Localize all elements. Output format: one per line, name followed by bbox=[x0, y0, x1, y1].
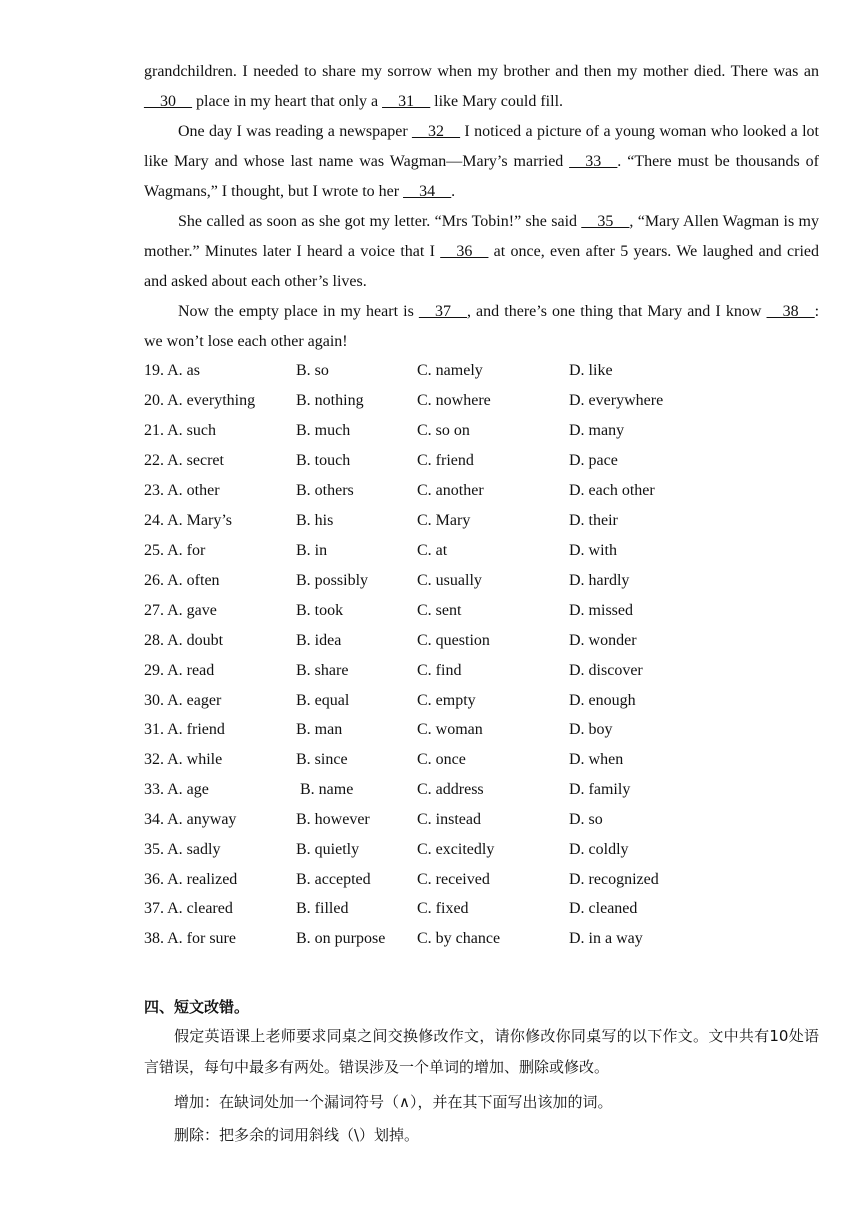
option-row-21 bbox=[144, 416, 824, 446]
option-a: 20. A. everything bbox=[144, 392, 256, 409]
passage-text: . bbox=[451, 183, 456, 200]
option-row-20 bbox=[144, 386, 824, 416]
option-a: 24. A. Mary’s bbox=[144, 512, 232, 529]
option-a: 37. A. cleared bbox=[144, 900, 233, 917]
option-c: C. so on bbox=[417, 422, 470, 439]
passage-text: She called as soon as she got my letter. “Mrs Tobin!” she said bbox=[178, 213, 582, 230]
section-instructions: 假定英语课上老师要求同桌之间交换修改作文，请你修改你同桌写的以下作文。文中共有10处语言错误，每句中最多有两处。错误涉及一个单词的增加、删除或修改。 bbox=[144, 1027, 819, 1076]
blank-34: __34__ bbox=[403, 183, 452, 200]
passage-text: grandchildren. I needed to share my sorrow when my brother and then my mother died. There was an bbox=[144, 63, 819, 80]
option-a: 38. A. for sure bbox=[144, 930, 236, 947]
add-rule: 增加：在缺词处加一个漏词符号（∧），并在其下面写出该加的词。 bbox=[174, 1093, 613, 1111]
option-c: C. received bbox=[417, 871, 490, 888]
passage-text: . “There must be thousands of Wagmans,” I thought, but I wrote to her bbox=[144, 153, 820, 200]
option-b: B. idea bbox=[296, 632, 342, 649]
passage-text: place in my heart that only a bbox=[192, 93, 383, 110]
option-b: B. accepted bbox=[296, 871, 371, 888]
option-row-36 bbox=[144, 865, 824, 895]
option-d: D. each other bbox=[569, 482, 655, 499]
option-c: C. instead bbox=[417, 811, 481, 828]
option-d: D. pace bbox=[569, 452, 618, 469]
option-c: C. once bbox=[417, 751, 466, 768]
option-c: C. another bbox=[417, 482, 484, 499]
option-row-34 bbox=[144, 805, 824, 835]
blank-37: __37__ bbox=[418, 303, 467, 320]
option-row-24 bbox=[144, 506, 824, 536]
option-b: B. possibly bbox=[296, 572, 369, 589]
option-row-23 bbox=[144, 476, 824, 506]
passage-paragraph-3 bbox=[144, 207, 819, 297]
option-c: C. woman bbox=[417, 721, 483, 738]
delete-rule: 删除：把多余的词用斜线（\）划掉。 bbox=[174, 1126, 420, 1144]
option-row-35 bbox=[144, 835, 824, 865]
option-b: B. took bbox=[296, 602, 344, 619]
option-a: 19. A. as bbox=[144, 362, 200, 379]
option-c: C. find bbox=[417, 662, 462, 679]
option-a: 21. A. such bbox=[144, 422, 216, 439]
option-row-28 bbox=[144, 626, 824, 656]
option-d: D. everywhere bbox=[569, 392, 664, 409]
passage-text: , and there’s one thing that Mary and I know bbox=[466, 303, 767, 320]
option-d: D. their bbox=[569, 512, 618, 529]
option-row-29 bbox=[144, 656, 824, 686]
passage-text: like Mary could fill. bbox=[430, 93, 564, 110]
option-b: B. much bbox=[296, 422, 351, 439]
option-b: B. equal bbox=[296, 692, 350, 709]
option-c: C. Mary bbox=[417, 512, 471, 529]
option-a: 26. A. often bbox=[144, 572, 220, 589]
option-a: 35. A. sadly bbox=[144, 841, 221, 858]
option-d: D. wonder bbox=[569, 632, 637, 649]
option-row-27 bbox=[144, 596, 824, 626]
option-a: 31. A. friend bbox=[144, 721, 225, 738]
option-d: D. enough bbox=[569, 692, 636, 709]
option-row-25 bbox=[144, 536, 824, 566]
option-c: C. usually bbox=[417, 572, 482, 589]
passage-paragraph-4 bbox=[144, 297, 819, 357]
option-b: B. in bbox=[296, 542, 328, 559]
option-d: D. like bbox=[569, 362, 613, 379]
option-b: B. man bbox=[296, 721, 343, 738]
option-a: 27. A. gave bbox=[144, 602, 217, 619]
passage-text: , “Mary Allen Wagman is my mother.” Minutes later I heard a voice that I bbox=[144, 213, 820, 260]
blank-30: __30__ bbox=[144, 93, 192, 110]
option-d: D. discover bbox=[569, 662, 643, 679]
option-a: 25. A. for bbox=[144, 542, 206, 559]
option-b: B. on purpose bbox=[296, 930, 386, 947]
blank-36: __36__ bbox=[440, 243, 489, 260]
option-c: C. address bbox=[417, 781, 484, 798]
blank-32: __32__ bbox=[412, 123, 461, 140]
option-row-22 bbox=[144, 446, 824, 476]
option-d: D. hardly bbox=[569, 572, 630, 589]
option-b: B. others bbox=[296, 482, 354, 499]
option-row-37 bbox=[144, 894, 824, 924]
option-d: D. many bbox=[569, 422, 625, 439]
blank-31: __31__ bbox=[382, 93, 431, 110]
option-a: 34. A. anyway bbox=[144, 811, 237, 828]
option-b: B. filled bbox=[296, 900, 349, 917]
option-b: B. quietly bbox=[296, 841, 360, 858]
option-d: D. with bbox=[569, 542, 617, 559]
option-b: B. since bbox=[296, 751, 348, 768]
blank-33: __33__ bbox=[569, 153, 618, 170]
option-d: D. cleaned bbox=[569, 900, 638, 917]
passage-paragraph-1 bbox=[144, 57, 819, 117]
option-a: 32. A. while bbox=[144, 751, 223, 768]
option-d: D. boy bbox=[569, 721, 613, 738]
option-row-26 bbox=[144, 566, 824, 596]
passage-text: : we won’t lose each other again! bbox=[144, 303, 820, 350]
option-c: C. sent bbox=[417, 602, 462, 619]
option-row-19 bbox=[144, 356, 824, 386]
blank-38: __38__ bbox=[766, 303, 815, 320]
option-d: D. when bbox=[569, 751, 624, 768]
option-c: C. namely bbox=[417, 362, 483, 379]
option-c: C. nowhere bbox=[417, 392, 491, 409]
option-c: C. friend bbox=[417, 452, 474, 469]
option-d: D. in a way bbox=[569, 930, 643, 947]
option-row-32 bbox=[144, 745, 824, 775]
option-row-33 bbox=[144, 775, 824, 805]
option-c: C. question bbox=[417, 632, 490, 649]
passage-text: One day I was reading a newspaper bbox=[178, 123, 413, 140]
passage-text: at once, even after 5 years. We laughed and cried and asked about each other’s lives. bbox=[144, 243, 819, 290]
option-c: C. by chance bbox=[417, 930, 501, 947]
option-row-31 bbox=[144, 715, 824, 745]
option-c: C. empty bbox=[417, 692, 476, 709]
option-row-38 bbox=[144, 924, 824, 954]
passage-text: Now the empty place in my heart is bbox=[178, 303, 419, 320]
option-c: C. at bbox=[417, 542, 448, 559]
option-a: 33. A. age bbox=[144, 781, 209, 798]
section-title: 四、短文改错。 bbox=[144, 998, 250, 1016]
option-b: B. however bbox=[296, 811, 370, 828]
option-a: 22. A. secret bbox=[144, 452, 224, 469]
option-c: C. fixed bbox=[417, 900, 469, 917]
option-d: D. family bbox=[569, 781, 631, 798]
option-d: D. so bbox=[569, 811, 603, 828]
option-b: B. share bbox=[296, 662, 349, 679]
blank-35: __35__ bbox=[581, 213, 630, 230]
option-row-30 bbox=[144, 686, 824, 716]
option-d: D. missed bbox=[569, 602, 633, 619]
option-a: 28. A. doubt bbox=[144, 632, 224, 649]
option-a: 30. A. eager bbox=[144, 692, 222, 709]
option-b: B. his bbox=[296, 512, 334, 529]
option-b: B. touch bbox=[296, 452, 351, 469]
option-b: B. nothing bbox=[296, 392, 364, 409]
option-d: D. recognized bbox=[569, 871, 659, 888]
option-d: D. coldly bbox=[569, 841, 629, 858]
option-a: 29. A. read bbox=[144, 662, 215, 679]
option-c: C. excitedly bbox=[417, 841, 495, 858]
option-b: B. so bbox=[296, 362, 329, 379]
option-a: 36. A. realized bbox=[144, 871, 238, 888]
option-a: 23. A. other bbox=[144, 482, 220, 499]
passage-text: I noticed a picture of a young woman who looked a lot like Mary and whose last name was Wagman—Mary’s married bbox=[144, 123, 819, 170]
passage-paragraph-2 bbox=[144, 117, 819, 207]
option-b: B. name bbox=[296, 781, 354, 798]
